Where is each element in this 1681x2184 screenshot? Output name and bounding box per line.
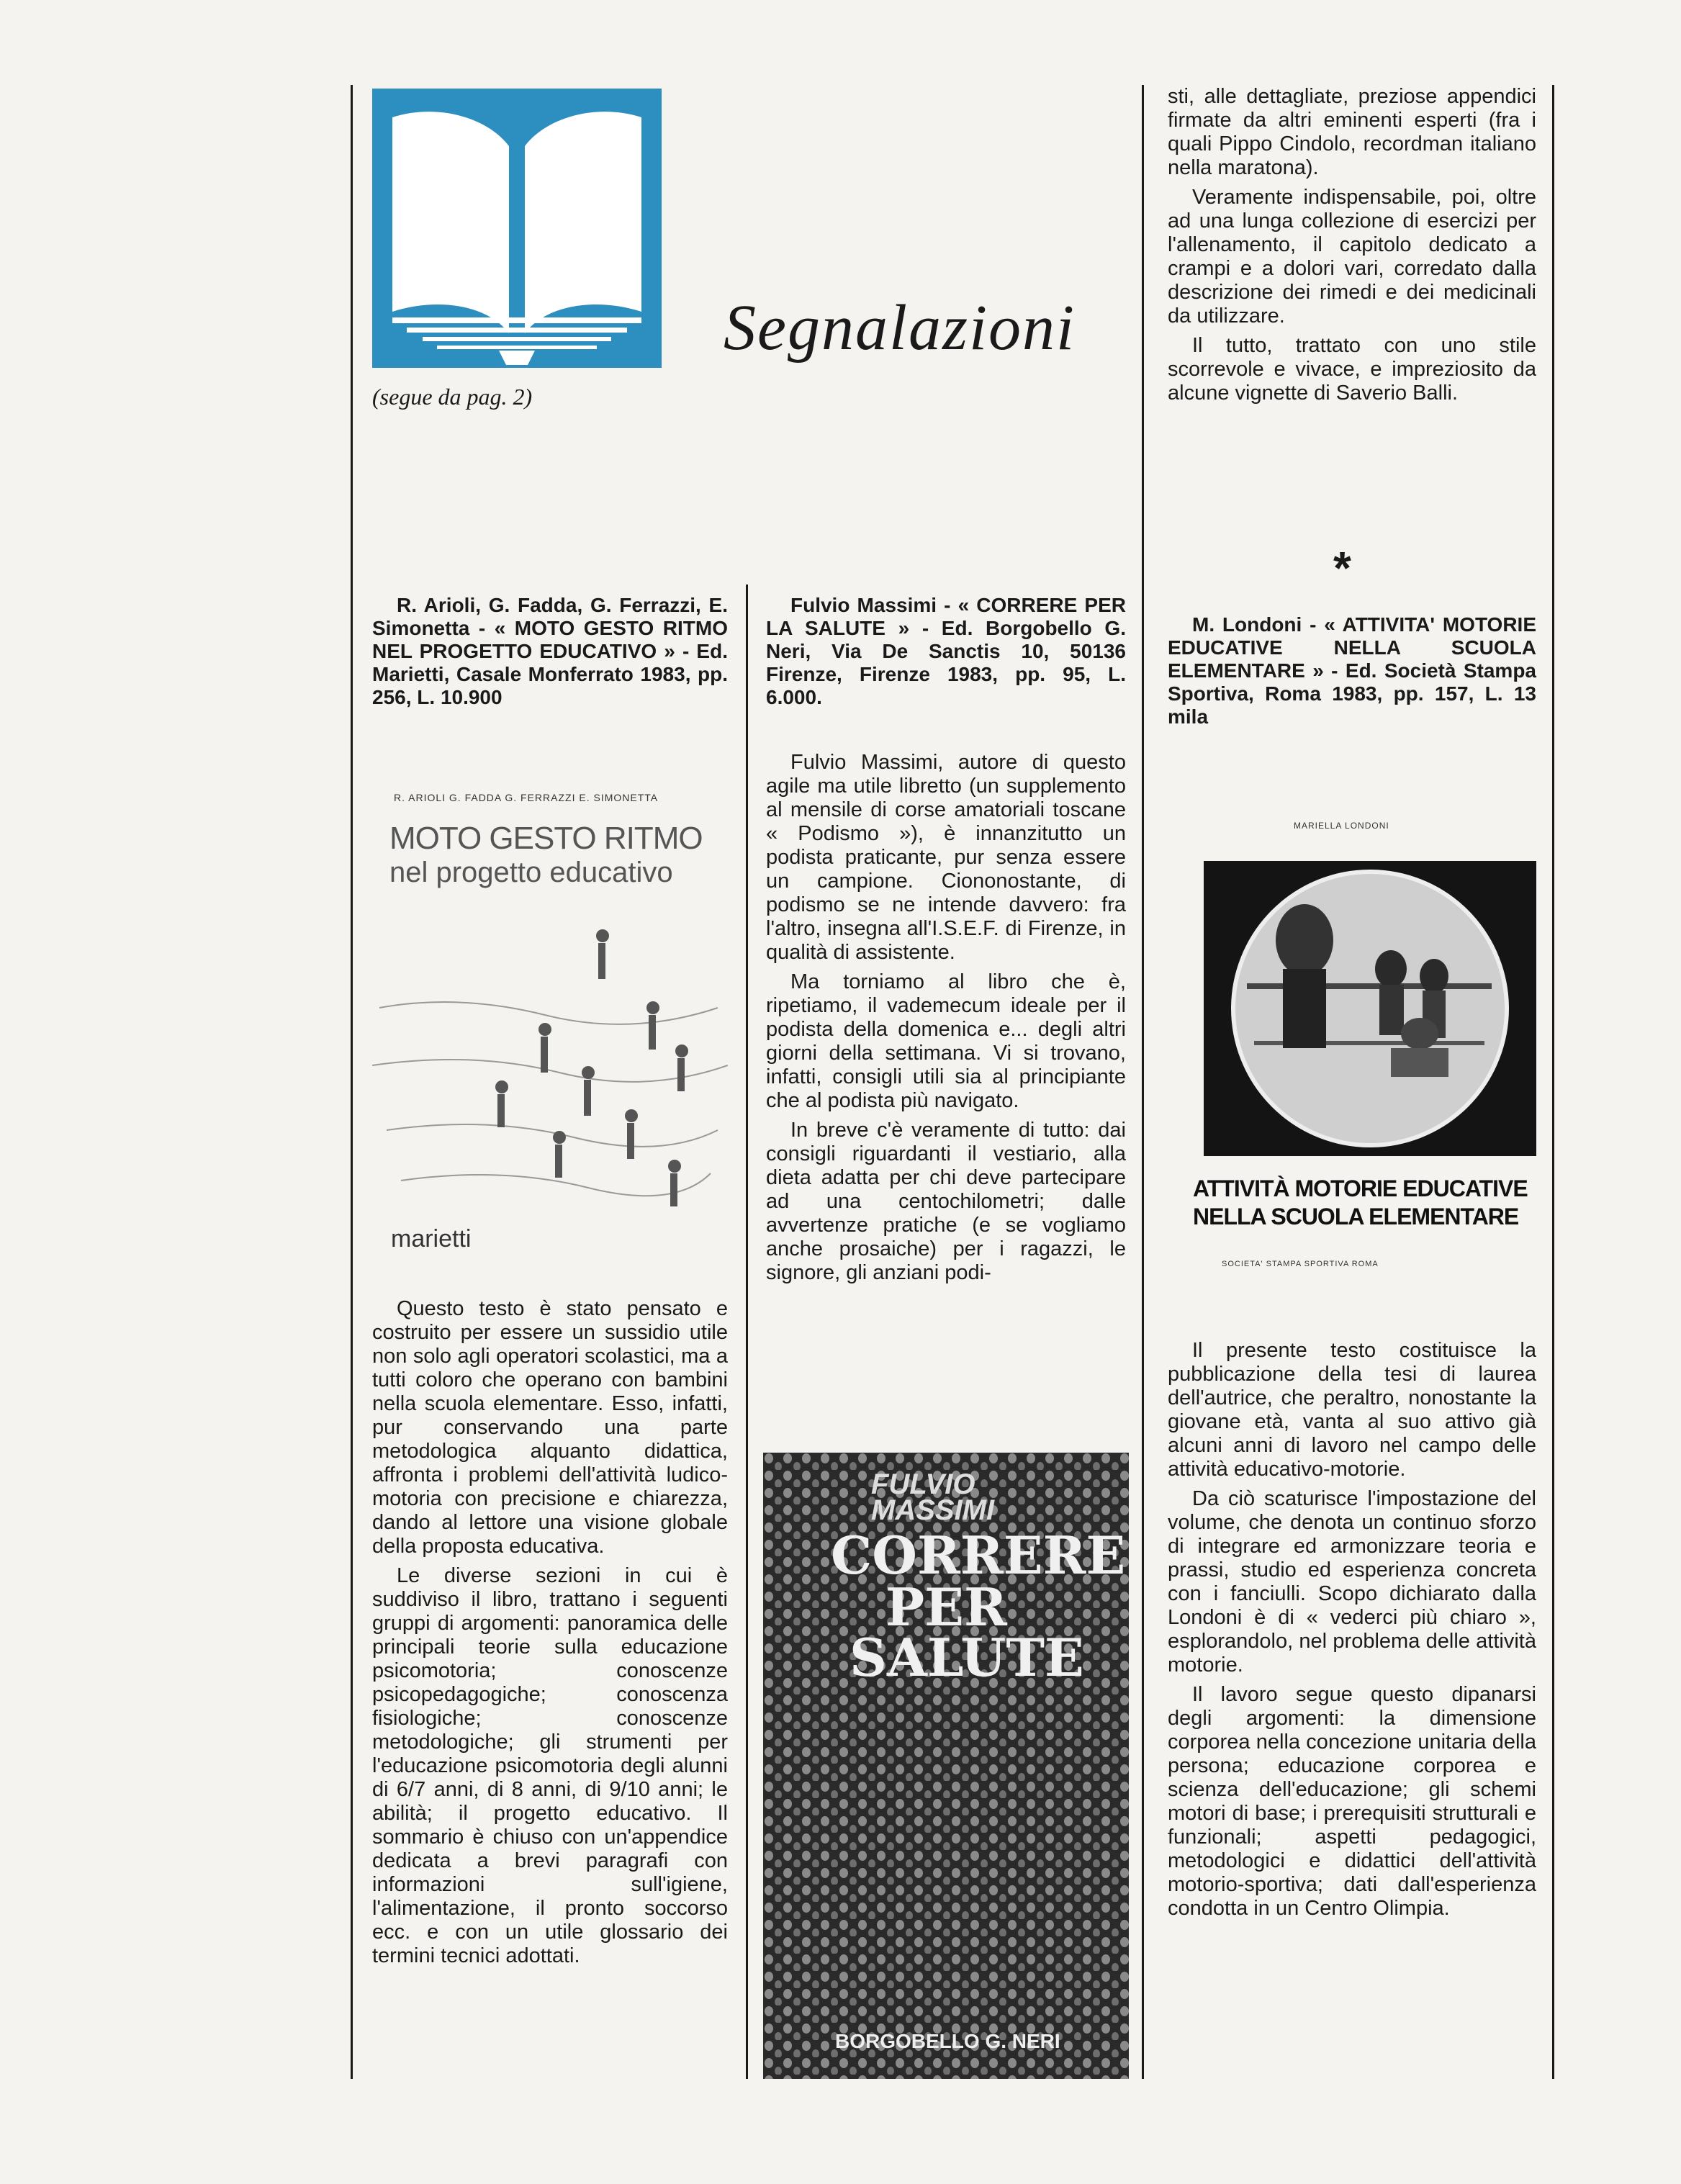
book-icon [372,89,662,368]
book-1-cover [372,785,728,1274]
column-3-top [1168,85,1536,411]
text-paragraph: Fulvio Massimi, autore di questo agile ma utile libretto (un supplemento al mensile di corse amatoriali toscane « Podismo »), è innanzitutto un podista praticante, pur senza essere un campione. Ciononostante, di podismo se ne intende davvero: fra l'altro, insegna all'I.S.E.F. di Firenze, in qualità di assistente. [766,751,1126,964]
text-paragraph: In breve c'è veramente di tutto: dai consigli riguardanti il vestiario, alla dieta adatta per chi deve partecipare ad una centochilometri; dalle avvertenze pratiche (e se vogliamo anche prosaiche) per i ragazzi, le signore, gli anziani podi- [766,1119,1126,1284]
book-3-cover [1168,813,1536,1281]
cover-subtitle: nel progetto educativo [389,857,673,888]
book-3-citation [1168,613,1536,734]
page-title: Segnalazioni [724,292,1076,364]
continuation-paragraph: sti, alle dettagliate, preziose appendici firmate da altri eminenti esperti (fra i quali Pippo Cindolo, recordman italiano nella maratona). [1168,85,1536,179]
cover-title: MOTO GESTO RITMO [389,821,703,856]
text-paragraph: Il lavoro segue questo dipanarsi degli argomenti: la dimensione corporea nella concezione unitaria della persona; educazione corporea e scienza dell'educazione; gli schemi motori di base; i prerequisiti strutturali e funzionali; aspetti pedagogici, metodologici e didattici dell'attività motorio-sportiva; dati dall'esperienza condotta in un Centro Olimpia. [1168,1683,1536,1920]
cover-author-first: FULVIO [871,1468,975,1500]
book-2-citation [766,594,1126,715]
text-paragraph: Le diverse sezioni in cui è suddiviso il libro, trattano i seguenti gruppi di argomenti: panoramica delle principali teorie sulla educazione psicomotoria; conoscenze psicopedagogiche; conoscenza fisiologiche; conoscenze metodologiche; gli strumenti per l'educazione psicomotoria degli alunni di 6/7 anni, di 8 anni, di 9/10 anni; le abilità; il progetto educativo. Il sommario è chiuso con un'appendice dedicata a brevi paragrafi con informazioni sull'igiene, l'alimentazione, il pronto soccorso ecc. e con un utile glossario dei termini tecnici adottati. [372,1564,728,1967]
cover-publisher: SOCIETA' STAMPA SPORTIVA ROMA [1222,1260,1379,1268]
text-paragraph: Il tutto, trattato con uno stile scorrevole e vivace, e impreziosito da alcune vignette di Saverio Balli. [1168,334,1536,405]
column-rule-left [351,85,353,2079]
cover-title-line-3: SALUTE [849,1627,1084,1688]
cover-author: MARIELLA LONDONI [1294,821,1389,831]
book-2-cover [763,1453,1129,2079]
open-book-logo [372,89,662,368]
text-paragraph: Veramente indispensabile, poi, oltre ad una lunga collezione di esercizi per l'allenamento, il capitolo dedicato a crampi e a dolori vari, corredato dalla descrizione dei rimedi e dei medicinali da utilizzare. [1168,186,1536,328]
cover-publisher: marietti [391,1225,472,1253]
cover-title-line-1: CORRERE [831,1525,1126,1586]
column-rule-mid-2 [1142,85,1144,2079]
continued-from-note: (segue da pag. 2) [372,384,533,410]
cover-title-line-2: PER [885,1576,1007,1638]
cover-publisher: BORGOBELLO G. NERI [835,2030,1060,2052]
column-rule-mid-1 [746,585,748,2079]
book-2-review [766,751,1126,1291]
text-paragraph: Il presente testo costituisce la pubblicazione della tesi di laurea dell'autrice, che peraltro, nonostante la giovane età, vanta al suo attivo già alcuni anni di lavoro nel campo delle attività educativo-motorie. [1168,1339,1536,1481]
runners-illustration [372,921,728,1224]
cover-title-line-1: ATTIVITÀ MOTORIE EDUCATIVE [1193,1176,1528,1201]
text-paragraph: Da ciò scaturisce l'impostazione del volume, che denota un continuo sforzo di integrare ed armonizzare teoria e prassi, studio ed esperienza concreta con i fanciulli. Scopo dichiarato dalla Londoni è di « vederci più chiaro », esplorandolo, nel problema delle attività motorie. [1168,1487,1536,1677]
citation-text: M. Londoni - « ATTIVITA' MOTORIE EDUCATIVE NELLA SCUOLA ELEMENTARE » - Ed. Società Stampa Sportiva, Roma 1983, pp. 157, L. 13 mila [1168,613,1536,728]
book-3-review [1168,1339,1536,1926]
citation-text: R. Arioli, G. Fadda, G. Ferrazzi, E. Simonetta - « MOTO GESTO RITMO NEL PROGETTO EDUCATIVO » - Ed. Marietti, Casale Monferrato 1983, pp. 256, L. 10.900 [372,594,728,708]
cover-authors: R. ARIOLI G. FADDA G. FERRAZZI E. SIMONETTA [394,792,659,803]
column-rule-right [1552,85,1554,2079]
book-1-review [372,1297,728,1974]
cover-title-line-2: NELLA SCUOLA ELEMENTARE [1193,1204,1519,1229]
section-separator-asterisk: * [1333,542,1351,594]
text-paragraph: Questo testo è stato pensato e costruito per essere un sussidio utile non solo agli operatori scolastici, ma a tutti coloro che operano con bambini nella scuola elementare. Esso, infatti, pur conservando una parte metodologica alquanto didattica, affronta i problemi dell'attività ludico-motoria con precisione e chiarezza, dando al lettore una visione globale della proposta educativa. [372,1297,728,1558]
text-paragraph: Ma torniamo al libro che è, ripetiamo, il vademecum ideale per il podista della domenica e... degli altri giorni della settimana. Vi si trovano, infatti, consigli utili sia al principiante che al podista più navigato. [766,970,1126,1112]
children-photo [1204,861,1536,1156]
cover-photo-panel [1204,861,1536,1156]
citation-text: Fulvio Massimi - « CORRERE PER LA SALUTE » - Ed. Borgobello G. Neri, Via De Sanctis 10, 50136 Firenze, Firenze 1983, pp. 95, L. 6.000. [766,594,1126,708]
book-1-citation [372,594,728,715]
cover-author-last: MASSIMI [871,1494,995,1526]
